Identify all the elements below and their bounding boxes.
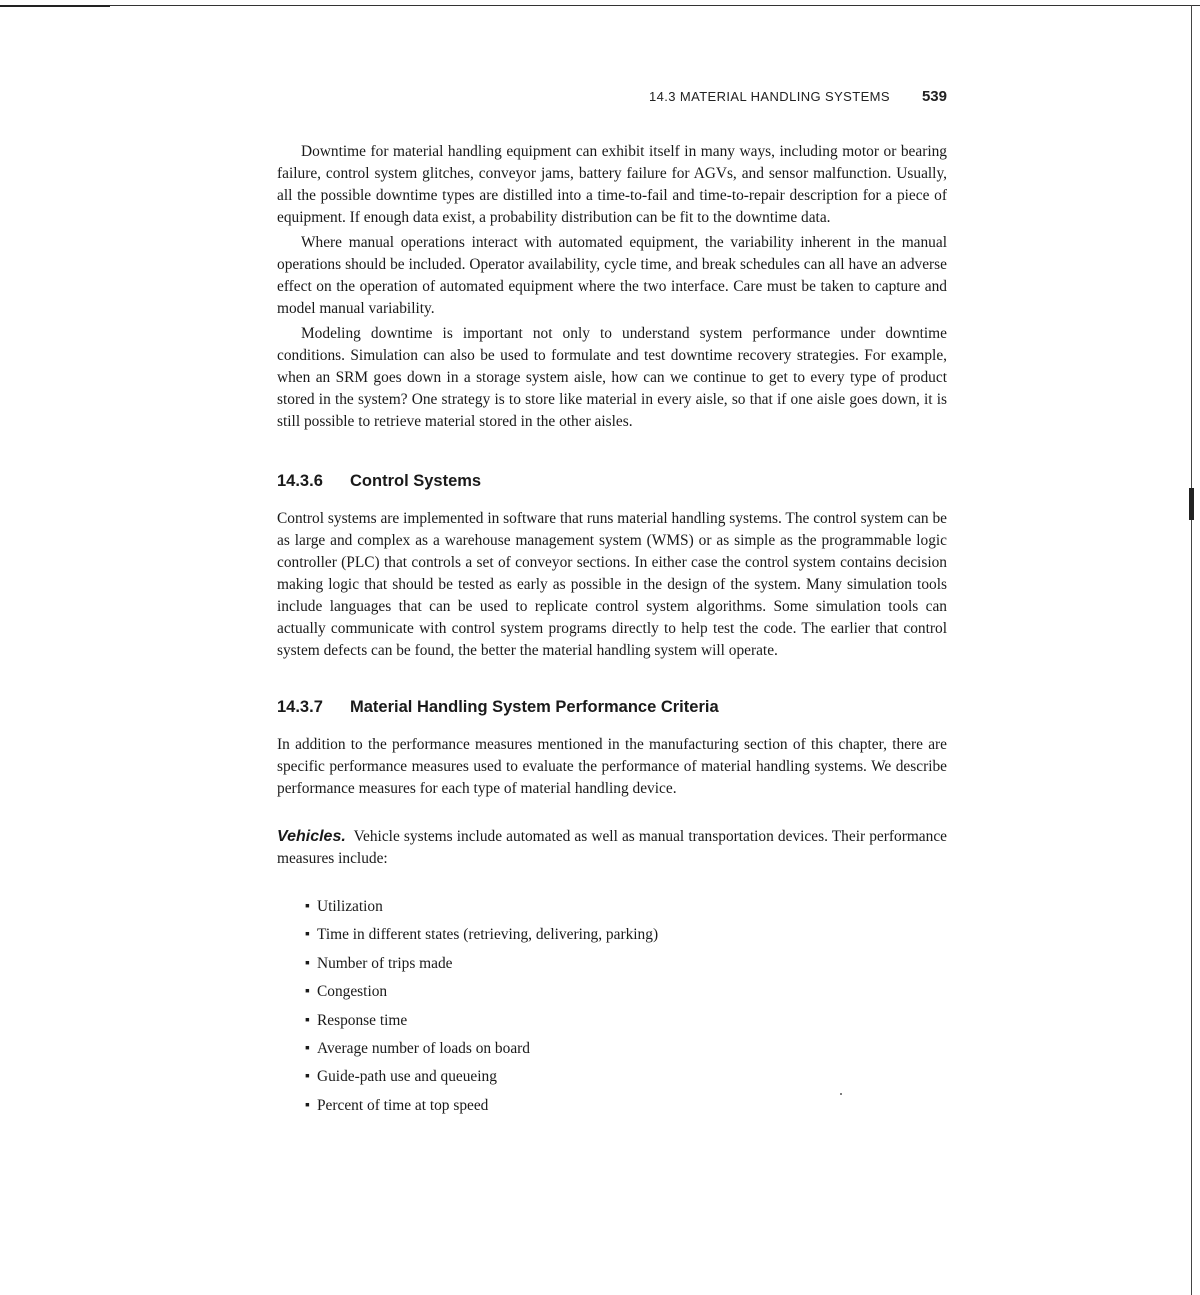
bullet-icon: ▪ — [305, 955, 310, 971]
bullet-icon: ▪ — [305, 984, 310, 1000]
bullet-icon: ▪ — [305, 1069, 310, 1085]
bullet-icon: ▪ — [305, 899, 310, 914]
list-item: ▪ Average number of loads on board — [305, 1035, 947, 1063]
list-item: ▪ Guide-path use and queueing — [305, 1063, 947, 1091]
running-head — [277, 88, 947, 116]
paragraph-vehicles — [277, 826, 947, 870]
paragraph-performance-criteria: In addition to the performance measures mentioned in the manufacturing section of this chapter, there are specific performance measures used to evaluate the performance of material handling systems. We describe performance measures for each type of material handling device. — [277, 736, 947, 797]
list-item: ▪ Number of trips made — [305, 950, 947, 978]
bullet-icon: ▪ — [305, 1012, 310, 1028]
paragraph-manual-operations: Where manual operations interact with automated equipment, the variability inherent in the manual operations should be included. Operator availability, cycle time, and break schedules can all have an adverse effect on the operation of automated equipment where the two interface. Care must be taken to capture and model manual variability. — [277, 234, 947, 317]
heading-title: Material Handling System Performance Criteria — [350, 698, 719, 716]
bullet-icon: ▪ — [305, 1041, 310, 1057]
heading-number: 14.3.7 — [277, 698, 323, 716]
list-item: ▪ Response time — [305, 1007, 947, 1035]
heading-performance-criteria — [277, 696, 947, 718]
running-head-section: 14.3 MATERIAL HANDLING SYSTEMS — [648, 89, 890, 104]
bullet-icon: ▪ — [305, 927, 310, 943]
page-number: 539 — [921, 88, 947, 105]
scan-edge-mark — [1189, 488, 1194, 520]
list-item: ▪ Utilization — [305, 893, 947, 921]
heading-title: Control Systems — [350, 472, 482, 490]
vehicles-text: Vehicle systems include automated as well as manual transportation devices. Their performance measures include: — [277, 828, 947, 867]
scan-edge-top-heavy — [0, 5, 110, 7]
vehicle-measures-list — [277, 893, 947, 1120]
scan-edge-top — [0, 5, 1200, 6]
list-item: ▪ Percent of time at top speed — [305, 1092, 947, 1120]
book-page — [277, 88, 947, 1120]
list-item: ▪ Congestion — [305, 978, 947, 1006]
list-item: ▪ Time in different states (retrieving, delivering, parking) — [305, 921, 947, 949]
bullet-icon: ▪ — [305, 1097, 310, 1113]
run-in-heading-vehicles: Vehicles. — [277, 828, 346, 845]
paragraph-control-systems: Control systems are implemented in software that runs material handling systems. The control system can be as large and complex as a warehouse management system (WMS) or as simple as the programmable logic controller (PLC) that controls a set of conveyor sections. In either case the control system contains decision making logic that should be tested as early as possible in the design of the system. Many simulation tools include languages that can be used to replicate control system algorithms. Some simulation tools can actually communicate with control system programs directly to help test the code. The earlier that control system defects can be found, the better the material handling system will operate. — [277, 510, 947, 659]
scan-edge-right — [1191, 5, 1192, 1295]
heading-number: 14.3.6 — [277, 472, 323, 490]
paragraph-downtime-types: Downtime for material handling equipment can exhibit itself in many ways, including motor or bearing failure, control system glitches, conveyor jams, battery failure for AGVs, and sensor malfunction. Usually, all the possible downtime types are distilled into a time-to-fail and time-to-repair description for a piece of equipment. If enough data exist, a probability distribution can be fit to the downtime data. — [277, 143, 947, 226]
paragraph-downtime-modeling: Modeling downtime is important not only to understand system performance under downtime conditions. Simulation can also be used to formulate and test downtime recovery strategies. For example, when an SRM goes down in a storage system aisle, how can we continue to get to every type of product stored in the system? One strategy is to store like material in every aisle, so that if one aisle goes down, it is still possible to retrieve material stored in the other aisles. — [277, 325, 947, 430]
heading-control-systems — [277, 470, 947, 492]
